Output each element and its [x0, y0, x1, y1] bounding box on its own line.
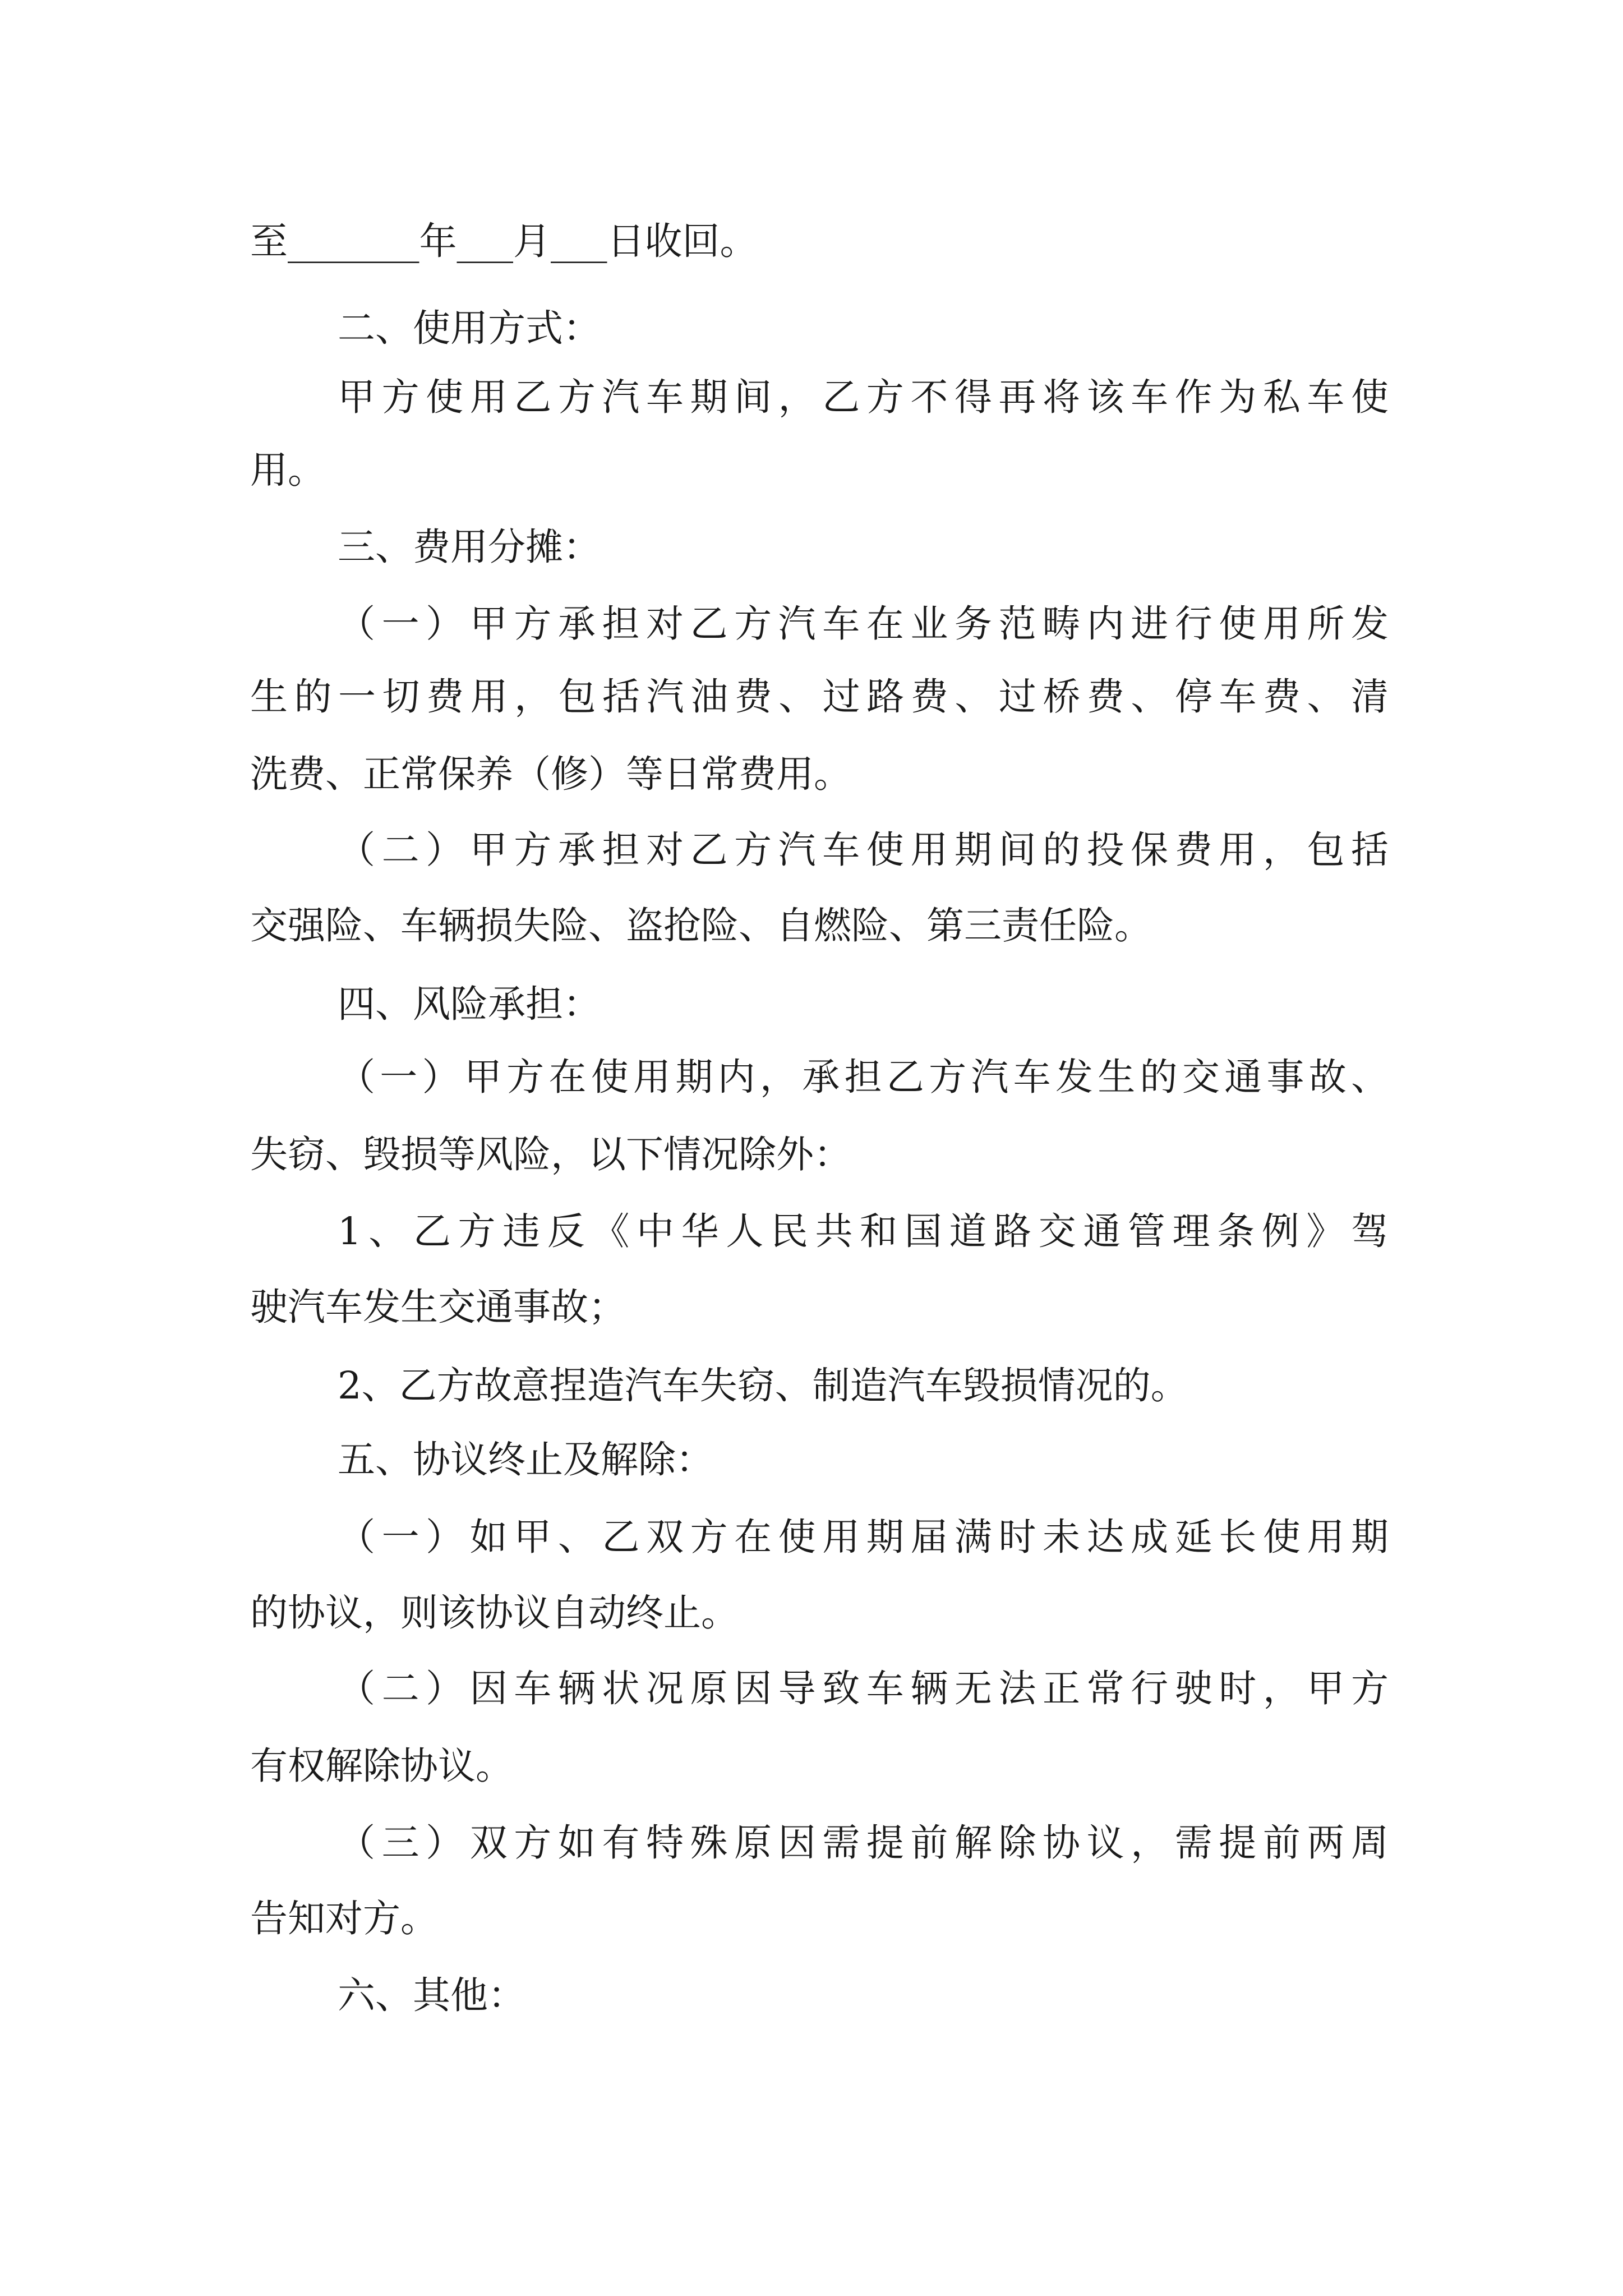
paragraph-line: 生的一切费用，包括汽油费、过路费、过桥费、停车费、清	[250, 675, 1389, 719]
section-heading: 二、使用方式：	[338, 306, 601, 350]
paragraph-line: （一）如甲、乙双方在使用期届满时未达成延长使用期	[338, 1515, 1389, 1559]
paragraph-line: 告知对方。	[250, 1897, 438, 1940]
section-heading: 五、协议终止及解除：	[338, 1438, 713, 1481]
paragraph-line: 甲方使用乙方汽车期间，乙方不得再将该车作为私车使	[338, 375, 1389, 419]
paragraph-line: 1、乙方违反《中华人民共和国道路交通管理条例》驾	[338, 1209, 1389, 1253]
paragraph-line: 驶汽车发生交通事故；	[250, 1285, 626, 1329]
paragraph-line: 用。	[250, 448, 325, 492]
paragraph-line: 的协议，则该协议自动终止。	[250, 1591, 739, 1635]
section-heading: 三、费用分摊：	[338, 525, 601, 569]
paragraph-line: 有权解除协议。	[250, 1744, 513, 1788]
paragraph-line: （一）甲方在使用期内，承担乙方汽车发生的交通事故、	[338, 1055, 1389, 1099]
paragraph-line: 2、乙方故意捏造汽车失窃、制造汽车毁损情况的。	[338, 1364, 1188, 1407]
paragraph-line: 交强险、车辆损失险、盗抢险、自燃险、第三责任险。	[250, 904, 1152, 947]
section-heading: 四、风险承担：	[338, 982, 601, 1026]
section-heading: 六、其他：	[338, 1973, 525, 2017]
paragraph-line: （三）双方如有特殊原因需提前解除协议，需提前两周	[338, 1821, 1389, 1865]
paragraph-line: （二）甲方承担对乙方汽车使用期间的投保费用，包括	[338, 828, 1389, 872]
paragraph-line: 至_______年___月___日收回。	[250, 219, 758, 263]
paragraph-line: 失窃、毁损等风险，以下情况除外：	[250, 1133, 851, 1176]
paragraph-line: （二）因车辆状况原因导致车辆无法正常行驶时，甲方	[338, 1667, 1389, 1710]
paragraph-line: （一）甲方承担对乙方汽车在业务范畴内进行使用所发	[338, 602, 1389, 646]
paragraph-line: 洗费、正常保养（修）等日常费用。	[250, 752, 851, 796]
